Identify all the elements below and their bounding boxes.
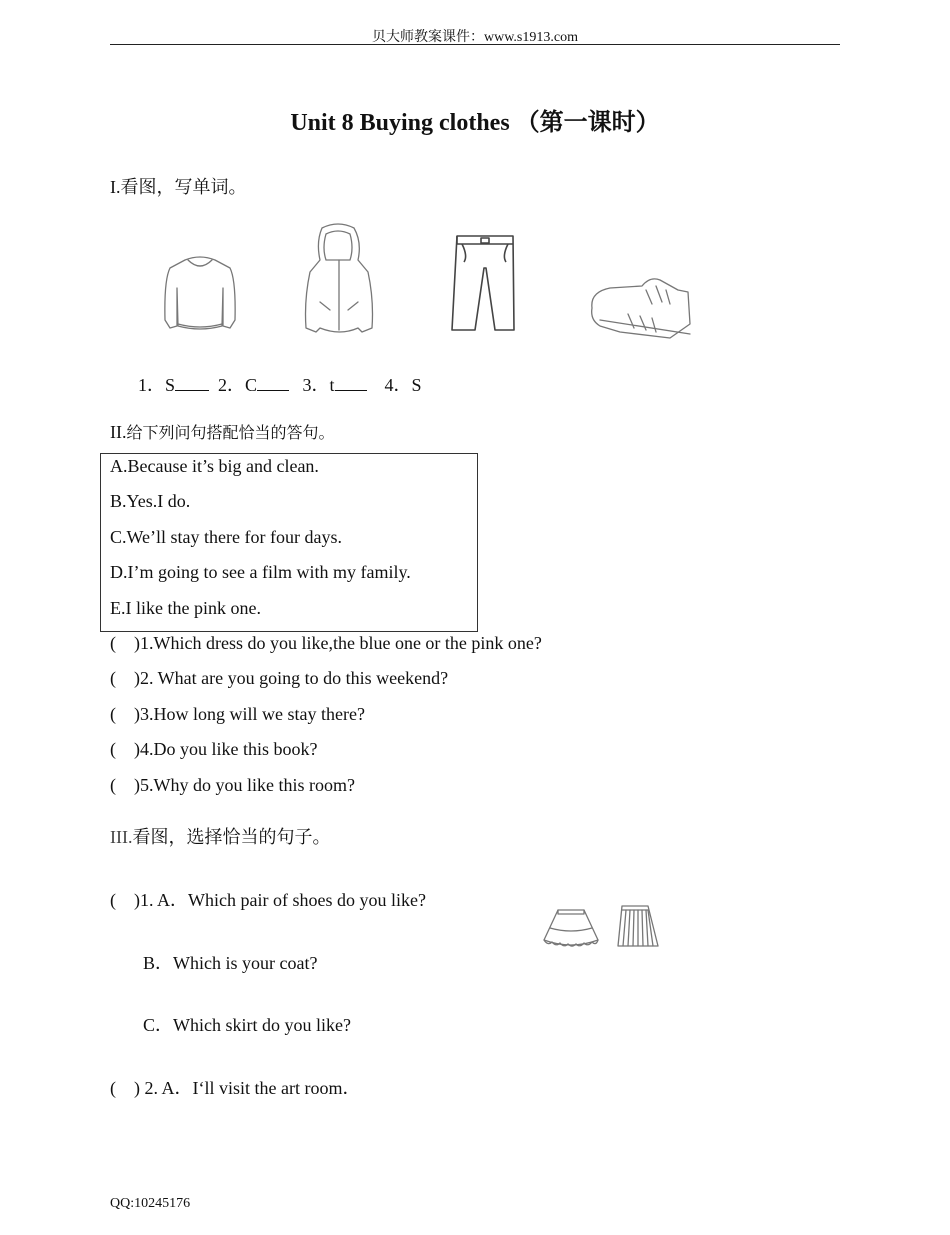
word-1-letter: S (165, 375, 176, 395)
question-5: ( )5.Why do you like this room? (110, 775, 355, 795)
section-2-heading (110, 420, 335, 443)
section-1-title: 看图，写单词。 (120, 177, 247, 198)
word-4-letter: S (411, 375, 422, 395)
pleated-skirt-icon (618, 906, 658, 946)
word-blanks-row (138, 371, 422, 397)
section-3-number: III. (110, 827, 133, 847)
option-a: A.Because it’s big and clean. (110, 456, 319, 476)
word-2-number: 2． (218, 375, 246, 395)
question-4-text: )4.Do you like this book? (134, 739, 318, 759)
option-b: B.Yes.I do. (110, 491, 191, 511)
question-1-text: )1.Which dress do you like,the blue one or the pink one? (134, 633, 542, 653)
sweater-icon (165, 257, 235, 329)
question-3-text: )3.How long will we stay there? (134, 704, 365, 724)
page-header: 贝大师教案课件：www.s1913.com (372, 30, 578, 45)
word-3-blank[interactable] (335, 376, 367, 391)
word-1-number: 1． (138, 375, 165, 395)
word-4-number: 4． (384, 375, 412, 395)
section-1-pictures (150, 220, 710, 345)
section-1-number: I. (110, 177, 121, 197)
page-title: Unit 8 Buying clothes （第一课时） (290, 110, 660, 136)
ruffled-skirt-icon (544, 910, 598, 946)
word-3-number: 3． (302, 375, 330, 395)
word-2-letter: C (245, 375, 258, 395)
section-3-title: 看图，选择恰当的句子。 (132, 827, 331, 848)
section-2-number: II. (110, 422, 127, 442)
question-2-text: )2. What are you going to do this weekend? (134, 668, 449, 688)
page-footer: QQ:10245176 (110, 1196, 191, 1211)
option-e: E.I like the pink one. (110, 598, 261, 618)
question-5-text: )5.Why do you like this room? (134, 775, 355, 795)
s3-question-1: ( )1. A．Which pair of shoes do you like? (110, 890, 426, 910)
trousers-icon (452, 236, 514, 330)
word-1-blank[interactable] (175, 376, 209, 391)
question-2: ( )2. What are you going to do this weekend? (110, 668, 449, 688)
header-rule (110, 44, 840, 45)
word-3-letter: t (329, 375, 335, 395)
coat-icon (306, 224, 373, 332)
question-4: ( )4.Do you like this book? (110, 739, 318, 759)
skirt-pictures (540, 900, 665, 955)
s3-question-2-stem: ) 2. A．I‘ll visit the art room． (134, 1078, 361, 1098)
s3-question-1-option-b: B．Which is your coat? (143, 953, 318, 973)
s3-question-1-option-c: C．Which skirt do you like? (143, 1015, 351, 1035)
shoe-icon (592, 279, 690, 338)
section-2-title: 给下列问句搭配恰当的答句。 (126, 423, 335, 442)
section-1-heading (110, 173, 247, 199)
s3-question-2: ( ) 2. A．I‘ll visit the art room． (110, 1078, 361, 1098)
question-3: ( )3.How long will we stay there? (110, 704, 365, 724)
s3-question-1-stem: )1. A．Which pair of shoes do you like? (134, 890, 426, 910)
section-3-heading (110, 823, 330, 849)
option-d: D.I’m going to see a film with my family. (110, 562, 411, 582)
word-2-blank[interactable] (257, 376, 289, 391)
option-c: C.We’ll stay there for four days. (110, 527, 342, 547)
question-1: ( )1.Which dress do you like,the blue one or the pink one? (110, 633, 542, 653)
